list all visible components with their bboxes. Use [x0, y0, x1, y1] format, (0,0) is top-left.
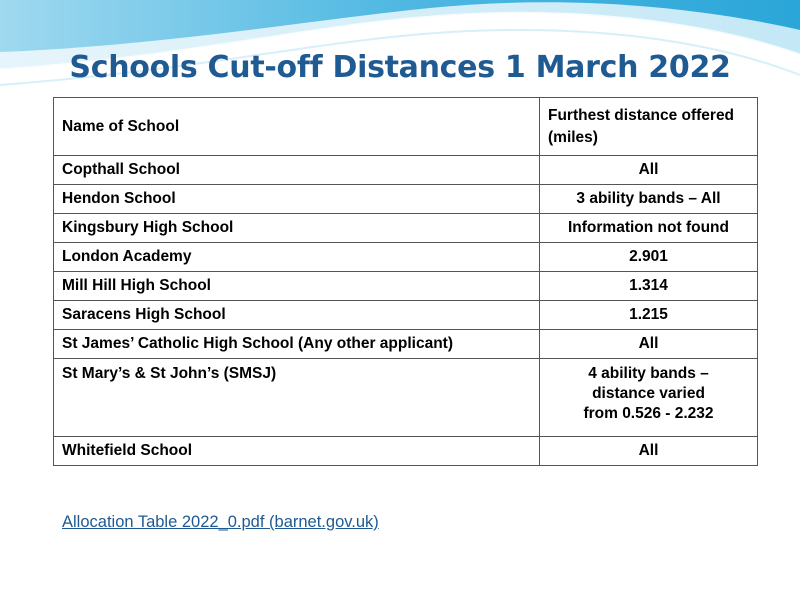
table-row [54, 156, 758, 185]
distance-text-line: All [638, 442, 659, 459]
source-link[interactable]: Allocation Table 2022_0.pdf (barnet.gov.uk) [62, 513, 379, 531]
cutoff-distances-table [53, 97, 758, 466]
school-name-cell: St James’ Catholic High School (Any other applicant) [54, 330, 540, 359]
distance-text-line: 4 ability bands – [588, 365, 709, 382]
page-title: Schools Cut-off Distances 1 March 2022 [69, 50, 731, 85]
distance-text-line: All [638, 335, 659, 352]
distance-text-line: from 0.526 - 2.232 [583, 405, 714, 422]
school-name-cell: London Academy [54, 243, 540, 272]
distance-text-line: 1.215 [629, 306, 668, 323]
column-header-furthest-distance: Furthest distance offered (miles) [540, 98, 758, 156]
furthest-distance-cell [540, 330, 758, 359]
table-row [54, 243, 758, 272]
table-row [54, 214, 758, 243]
table-header-row [54, 98, 758, 156]
school-name-cell: St Mary’s & St John’s (SMSJ) [54, 359, 540, 437]
table-row [54, 272, 758, 301]
distance-text-line: 2.901 [629, 248, 668, 265]
school-name-cell: Kingsbury High School [54, 214, 540, 243]
furthest-distance-cell [540, 301, 758, 330]
school-name-cell: Whitefield School [54, 437, 540, 466]
furthest-distance-cell [540, 437, 758, 466]
furthest-distance-cell [540, 243, 758, 272]
table-row [54, 359, 758, 437]
distance-text-line: All [638, 161, 659, 178]
distance-text-line: 3 ability bands – All [576, 190, 721, 207]
furthest-distance-cell [540, 156, 758, 185]
school-name-cell: Copthall School [54, 156, 540, 185]
table-body [54, 156, 758, 466]
school-name-cell: Saracens High School [54, 301, 540, 330]
furthest-distance-cell [540, 359, 758, 437]
furthest-distance-cell [540, 185, 758, 214]
column-header-school-name: Name of School [54, 98, 540, 156]
distance-text-line: distance varied [592, 385, 705, 402]
table-row [54, 301, 758, 330]
table-row [54, 330, 758, 359]
school-name-cell: Hendon School [54, 185, 540, 214]
school-name-cell: Mill Hill High School [54, 272, 540, 301]
furthest-distance-cell [540, 214, 758, 243]
distance-text-line: Information not found [568, 219, 729, 236]
distance-text-line: 1.314 [629, 277, 668, 294]
table-row [54, 437, 758, 466]
table-row [54, 185, 758, 214]
furthest-distance-cell [540, 272, 758, 301]
